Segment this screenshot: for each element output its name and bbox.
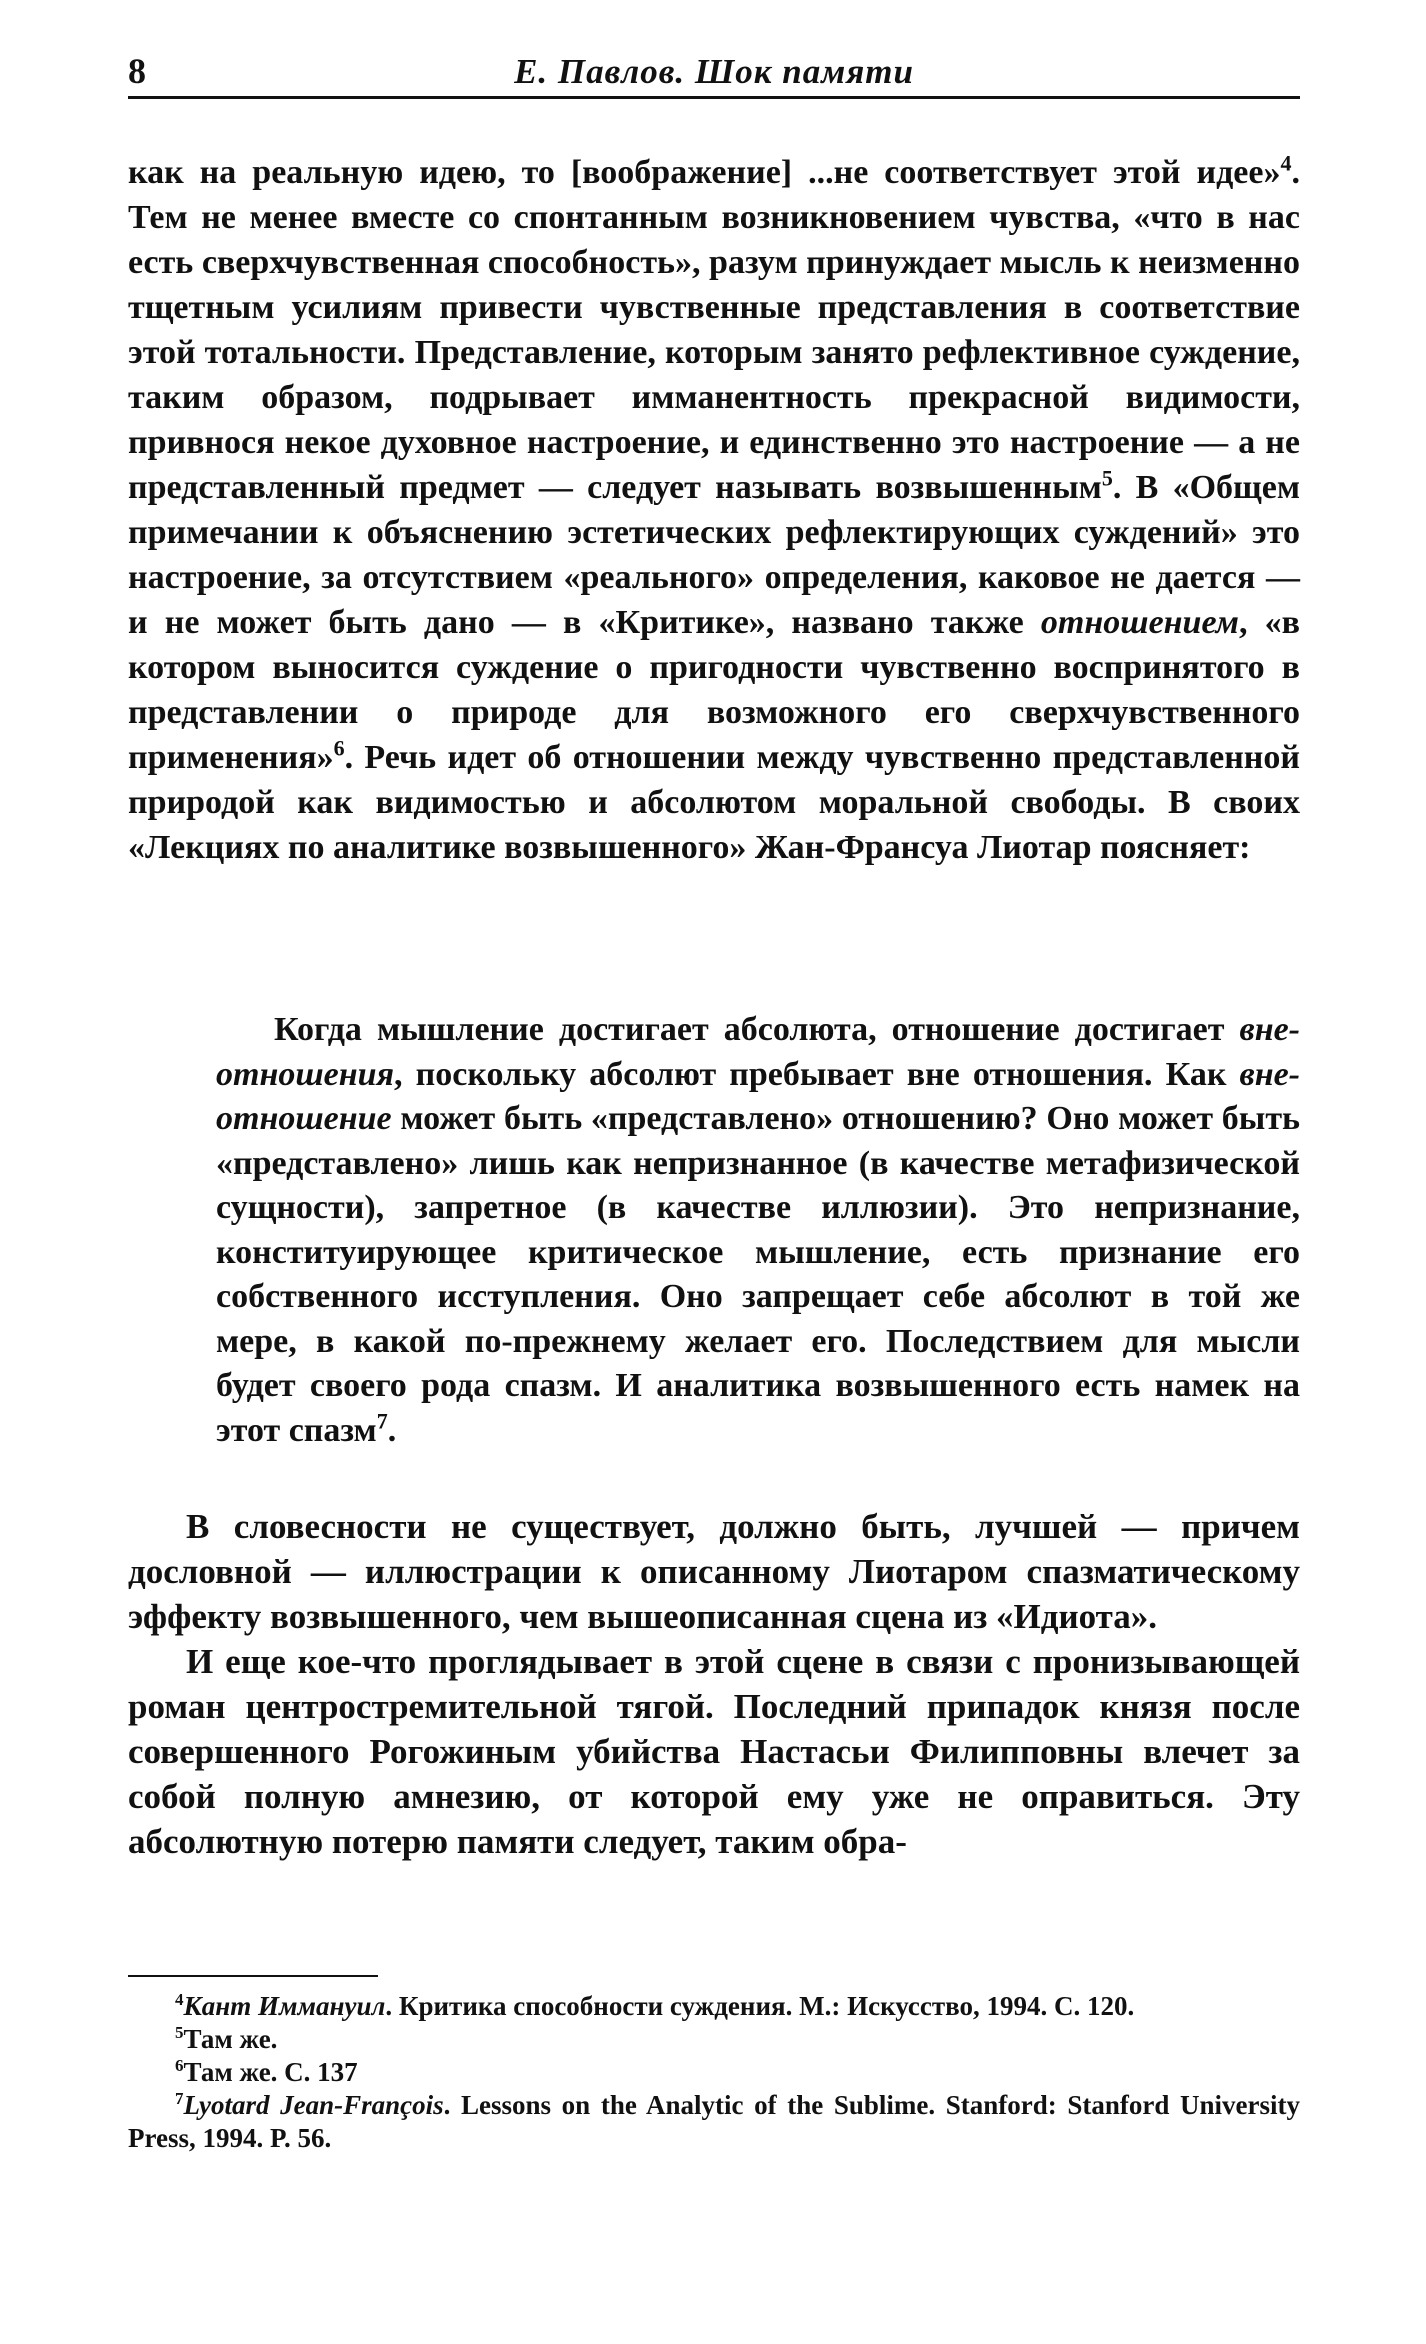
footnote-ref-5: 5 xyxy=(1101,465,1113,491)
paragraph-1-text-4: , «в котором выносится суждение о пригодности чувственно воспринятого в представлении о природе для возможного его сверхчувственного применения» xyxy=(128,604,1300,776)
footnote-4 xyxy=(128,1990,1300,2023)
footnote-number: 6 xyxy=(175,2056,184,2075)
footnote-6 xyxy=(128,2056,1300,2089)
page-number: 8 xyxy=(128,51,146,91)
paragraph-1-text-2: . Тем не менее вместе со спонтанным возникновением чувства, «что в нас есть сверхчувственная способность», разум принуждает мысль к неизменно тщетным усилиям привести чувственные представления в соответствие этой тотальности. Представление, которым занято рефлективное суждение, таким образом, подрывает имманентность прекрасной видимости, привнося некое духовное настроение, и единственно это настроение — а не представленный предмет — следует называть возвышенным xyxy=(128,154,1300,506)
paragraph-1-text-1: как на реальную идею, то [воображение] ...не соответствует этой идее» xyxy=(128,154,1281,191)
paragraph-1-text-5: . Речь идет об отношении между чувственно представленной природой как видимостью и абсолютом моральной свободы. В своих «Лекциях по аналитике возвышенного» Жан-Франсуа Лиотар поясняет: xyxy=(128,739,1300,866)
running-title: Е. Павлов. Шок памяти xyxy=(514,52,914,91)
footnote-5 xyxy=(128,2023,1300,2056)
footnote-text: . Критика способности суждения. М.: Искусство, 1994. С. 120. xyxy=(385,1991,1135,2021)
emphasis-vne-otnosheniya: вне-отношения xyxy=(216,1011,1300,1093)
footnote-text: . Lessons on the Analytic of the Sublime. Stanford: Stanford University Press, 1994. P. 56. xyxy=(128,2090,1301,2153)
paragraph-3: И еще кое-что проглядывает в этой сцене в связи с пронизывающей роман центростремительной тягой. Последний припадок князя после совершенного Рогожиным убийства Настасьи Филипповны влечет за собой полную амнезию, от которой ему уже не оправиться. Эту абсолютную потерю памяти следует, таким обра- xyxy=(128,1642,1300,1861)
footnote-text: Там же. xyxy=(183,2024,278,2054)
page-header xyxy=(128,48,1300,99)
footnote-number: 4 xyxy=(175,1990,184,2009)
quote-text-4: . xyxy=(387,1411,397,1449)
footnote-text: Там же. С. 137 xyxy=(183,2057,358,2087)
emphasis-otnosheniem: отношением xyxy=(1040,604,1239,641)
footnotes xyxy=(128,1990,1300,2155)
paragraph-1-text-3: . В «Общем примечании к объяснению эстетических рефлектирующих суждений» это настроение, за отсутствием «реального» определения, каковое не дается — и не может быть дано — в «Критике», названо также xyxy=(128,469,1301,641)
block-quote xyxy=(216,1008,1300,1453)
footnote-7 xyxy=(128,2089,1300,2155)
footnote-ref-4: 4 xyxy=(1280,150,1292,176)
footnote-ref-7: 7 xyxy=(376,1408,388,1434)
continued-text xyxy=(128,1504,1300,1864)
footnote-number: 5 xyxy=(175,2023,184,2042)
footnote-author: Lyotard Jean-François xyxy=(183,2090,444,2120)
paragraph-2: В словесности не существует, должно быть, лучшей — причем дословной — иллюстрации к описанному Лиотаром спазматическому эффекту возвышенного, чем вышеописанная сцена из «Идиота». xyxy=(128,1507,1300,1636)
emphasis-vne-otnoshenie: вне-отношение xyxy=(216,1055,1300,1137)
quote-paragraph xyxy=(216,1008,1300,1453)
quote-text-1: Когда мышление достигает абсолюта, отношение достигает xyxy=(274,1011,1240,1048)
footnote-author: Кант Иммануил xyxy=(183,1991,386,2021)
footnote-separator xyxy=(128,1975,378,1977)
quote-text-2: , поскольку абсолют пребывает вне отношения. Как xyxy=(394,1055,1240,1093)
footnote-number: 7 xyxy=(175,2089,184,2108)
paragraph-1 xyxy=(128,150,1300,870)
main-text xyxy=(128,150,1300,870)
quote-text-3: может быть «представлено» отношению? Оно может быть «представлено» лишь как непризнанное (в качестве метафизической сущности), запретное (в качестве иллюзии). Это непризнание, конституирующее критическое мышление, есть признание его собственного исступления. Оно запрещает себе абсолют в той же мере, в какой по-прежнему желает его. Последствием для мысли будет своего рода спазм. И аналитика возвышенного есть намек на этот спазм xyxy=(216,1100,1300,1449)
footnote-ref-6: 6 xyxy=(333,735,345,761)
